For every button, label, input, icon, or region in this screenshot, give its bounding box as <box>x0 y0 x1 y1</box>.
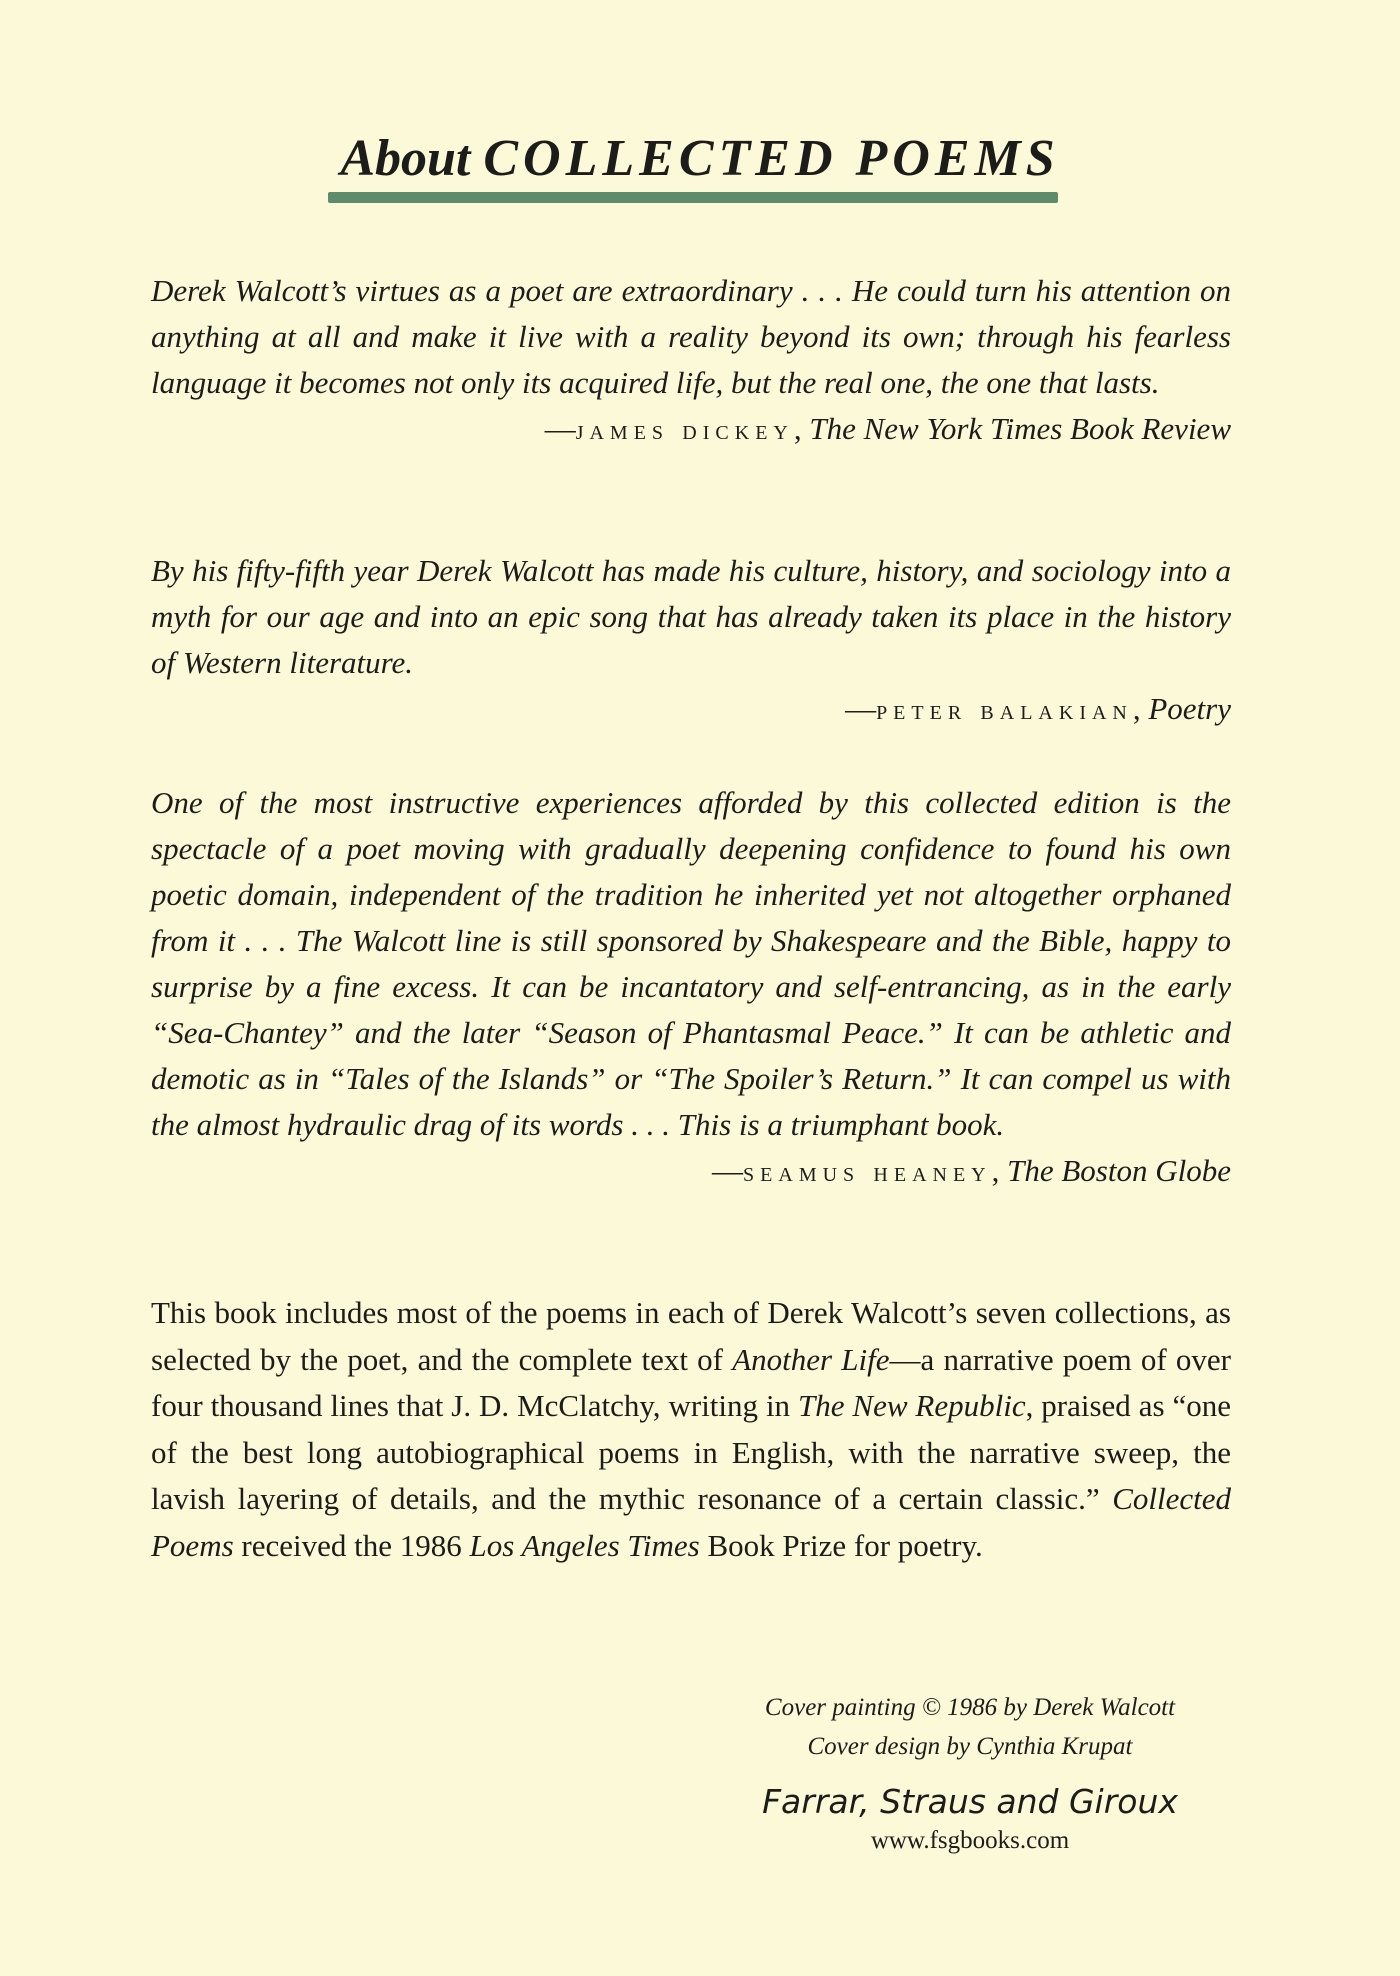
description-title-another-life: Another Life <box>732 1341 890 1377</box>
attribution-source: The Boston Globe <box>1007 1153 1231 1188</box>
description-text: Book Prize for poetry. <box>699 1527 983 1563</box>
page-title <box>0 129 1400 187</box>
quote-block-balakian <box>151 548 1231 733</box>
publisher-name: Farrar, Straus and Giroux <box>762 1782 1178 1821</box>
cover-design-credit: Cover design by Cynthia Krupat <box>807 1733 1133 1760</box>
description-title-la-times: Los Angeles Times <box>469 1527 700 1563</box>
description-text: , praised as “one of the best long autobiographical poems in English, with the narrative sweep, the lavish layering of details, and the mythic resonance of a certain classic.” <box>151 1388 1231 1516</box>
title-divider-rule <box>328 192 1058 203</box>
attribution-separator: , <box>991 1153 1008 1188</box>
publisher-website[interactable]: www.fsgbooks.com <box>870 1827 1070 1854</box>
description-title-new-republic: The New Republic <box>797 1388 1026 1423</box>
description-text: This book includes most of the poems in each of Derek Walcott’s seven collections, as selected by the poet, and the complete text of <box>151 1295 1231 1377</box>
attribution-author: seamus heaney <box>743 1156 992 1188</box>
book-description <box>151 1290 1231 1569</box>
attribution-author: peter balakian <box>876 694 1133 726</box>
quote-attribution <box>151 1148 1231 1195</box>
attribution-separator: , <box>1132 691 1149 726</box>
quote-text: Derek Walcott’s virtues as a poet are extraordinary . . . He could turn his attention on anything at all and make it live with a reality beyond its own; through his fearless language it becomes not only its acquired life, but the real one, the one that lasts. <box>151 273 1231 400</box>
title-main: COLLECTED POEMS <box>483 129 1060 187</box>
attribution-source: The New York Times Book Review <box>809 411 1231 446</box>
quote-attribution <box>151 406 1231 453</box>
quote-text: One of the most instructive experiences afforded by this collected edition is the spectacle of a poet moving with gradually deepening confidence to found his own poetic domain, independent of the tradition he inherited yet not altogether orphaned from it . . . The Walcott line is still sponsored by Shakespeare and the Bible, happy to surprise by a fine excess. It can be incantatory and self-entrancing, as in the early “Sea-Chantey” and the later “Season of Phantasmal Peace.” It can be athletic and demotic as in “Tales of the Islands” or “The Spoiler’s Return.” It can compel us with the almost hydraulic drag of its words . . . This is a triumphant book. <box>151 785 1231 1142</box>
credits-block <box>700 1688 1240 1858</box>
quote-text: By his fifty-fifth year Derek Walcott has made his culture, history, and sociology into a myth for our age and into an epic song that has already taken its place in the history of Western literature. <box>151 553 1231 680</box>
quote-attribution <box>151 686 1231 733</box>
title-prefix: About <box>340 129 471 187</box>
description-text: —a narrative poem of over four thousand lines that J. D. McClatchy, writing in <box>151 1341 1231 1423</box>
quote-block-heaney <box>151 780 1231 1195</box>
description-title-collected-poems: Collected Poems <box>151 1481 1231 1563</box>
attribution-dash: — <box>845 691 877 726</box>
cover-painting-credit: Cover painting © 1986 by Derek Walcott <box>764 1694 1176 1721</box>
attribution-dash: — <box>544 411 576 446</box>
attribution-separator: , <box>793 411 810 446</box>
description-text: received the 1986 <box>233 1527 470 1563</box>
attribution-author: james dickey <box>575 414 794 446</box>
quote-block-dickey <box>151 268 1231 453</box>
attribution-dash: — <box>712 1153 744 1188</box>
attribution-source: Poetry <box>1148 691 1231 726</box>
